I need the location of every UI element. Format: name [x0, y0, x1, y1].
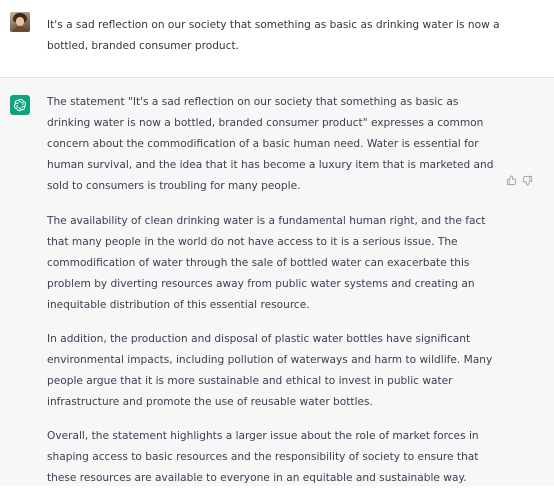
- assistant-message-text: [47, 92, 497, 502]
- assistant-paragraph: The availability of clean drinking water is a fundamental human right, and the fact that many people in the world do not have access to it is a serious issue. The commodification of water through the sale of bottled water can exacerbate this problem by diverting resources away from public water systems and creating an inequitable distribution of this essential resource.: [47, 215, 486, 311]
- thumbs-up-icon[interactable]: [505, 174, 517, 186]
- feedback-buttons: [505, 174, 533, 186]
- user-message-text: It's a sad reflection on our society that something as basic as drinking water is now a bottled, branded consumer product.: [47, 19, 500, 52]
- thumbs-down-icon[interactable]: [521, 174, 533, 186]
- openai-logo-icon: [10, 95, 30, 115]
- assistant-paragraph: The statement "It's a sad reflection on our society that something as basic as drinking water is now a bottled, branded consumer product" expresses a common concern about the commodification of a basic human need. Water is essential for human survival, and the idea that it has become a luxury item that is marketed and sold to consumers is troubling for many people.: [47, 96, 494, 192]
- user-avatar: [10, 12, 30, 32]
- user-message-row: [0, 0, 554, 78]
- assistant-paragraph: Overall, the statement highlights a larger issue about the role of market forces in shaping access to basic resources and the responsibility of society to ensure that these resources are available to everyone in an equitable and sustainable way.: [47, 430, 479, 484]
- assistant-paragraph: In addition, the production and disposal of plastic water bottles have significant environmental impacts, including pollution of waterways and harm to wildlife. Many people argue that it is more sustainable and ethical to invest in public water infrastructure and promote the use of reusable water bottles.: [47, 333, 493, 408]
